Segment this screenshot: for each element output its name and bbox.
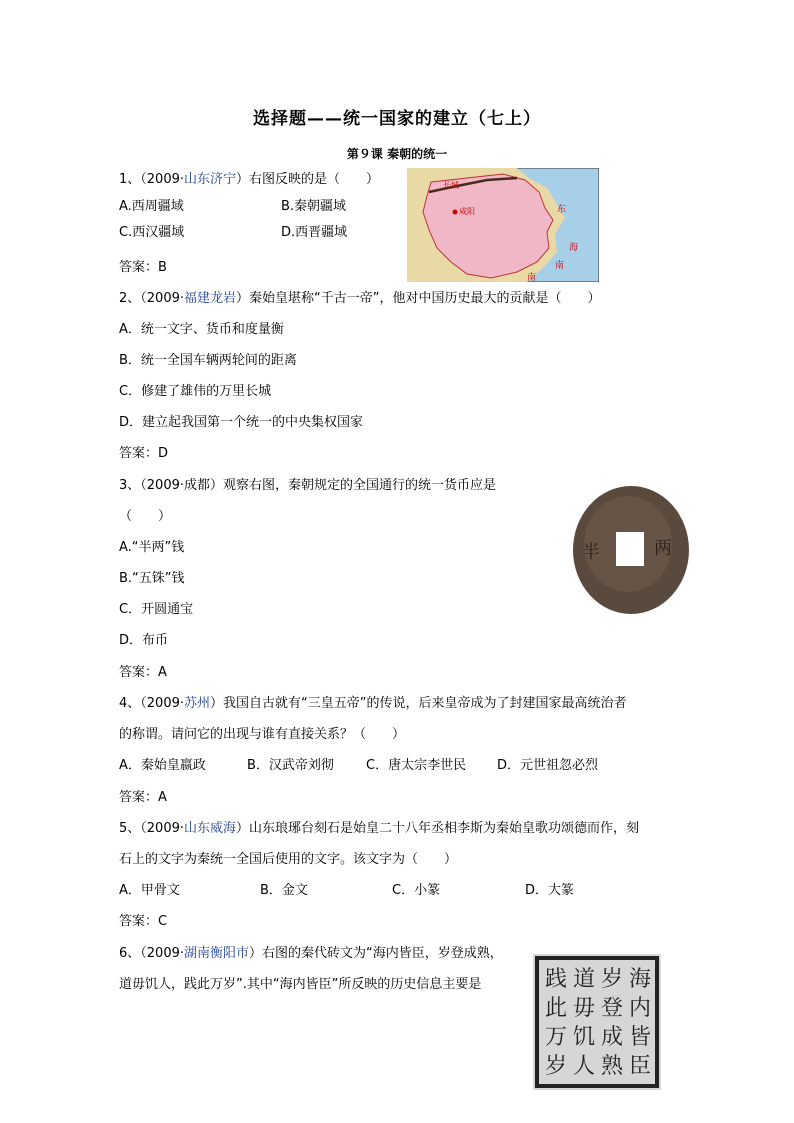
q1-option-d[interactable]: D.西晋疆域 xyxy=(281,225,348,240)
q4-answer: 答案：A xyxy=(119,790,167,805)
question-3-stem: 3、（2009·成都）观察右图，秦朝规定的全国通行的统一货币应是 xyxy=(119,478,497,493)
q4-option-d[interactable]: D．元世祖忽必烈 xyxy=(497,758,599,773)
map-label-east: 东 xyxy=(557,205,567,215)
lesson-title: 第９课 秦朝的统一 xyxy=(346,147,448,161)
brick-char: 内 xyxy=(629,996,652,1021)
question-2-stem: 2、（2009·福建龙岩）秦始皇堪称“千古一帝”，他对中国历史最大的贡献是（ ） xyxy=(119,291,601,306)
map-label-south: 南 xyxy=(555,261,565,271)
brick-char: 成 xyxy=(601,1025,624,1050)
brick-char: 臣 xyxy=(629,1054,652,1079)
brick-char: 饥 xyxy=(573,1025,596,1050)
brick-char: 万 xyxy=(545,1025,568,1050)
q4-option-c[interactable]: C．唐太宗李世民 xyxy=(366,758,467,773)
q2-answer: 答案：D xyxy=(119,446,169,461)
question-4-stem: 4、（2009·苏州）我国自古就有“三皇五帝”的传说，后来皇帝成为了封建国家最高统治者 xyxy=(119,696,627,711)
q1-option-b[interactable]: B.秦朝疆域 xyxy=(281,199,347,214)
q2-option-b[interactable]: B．统一全国车辆两轮间的距离 xyxy=(119,353,297,368)
q5-option-a[interactable]: A．甲骨文 xyxy=(119,883,180,898)
brick-char: 人 xyxy=(573,1054,596,1079)
brick-char: 岁 xyxy=(601,967,624,992)
brick-char: 此 xyxy=(545,996,568,1021)
qin-brick-inscription-image xyxy=(533,954,661,1090)
brick-char: 岁 xyxy=(545,1054,568,1079)
q5-option-d[interactable]: D．大篆 xyxy=(525,883,575,898)
q1-option-c[interactable]: C.西汉疆域 xyxy=(119,225,185,240)
map-label-great-wall: 长城 xyxy=(443,181,459,190)
question-3-stem-line2: （ ） xyxy=(119,509,172,524)
brick-char: 皆 xyxy=(629,1025,652,1050)
coin-char-ban: 半 xyxy=(582,542,600,563)
coin-char-liang: 两 xyxy=(654,538,672,559)
q2-option-a[interactable]: A．统一文字、货币和度量衡 xyxy=(119,322,284,337)
q2-option-d[interactable]: D．建立起我国第一个统一的中央集权国家 xyxy=(119,415,364,430)
question-6-stem-line2: 道毋饥人，践此万岁”.其中“海内皆臣”所反映的历史信息主要是 xyxy=(119,977,482,992)
brick-char: 海 xyxy=(629,967,652,992)
brick-char: 登 xyxy=(601,996,624,1021)
question-5-stem-line2: 石上的文字为秦统一全国后使用的文字。该文字为（ ） xyxy=(119,852,458,867)
q3-option-c[interactable]: C．开圆通宝 xyxy=(119,602,194,617)
map-label-south-2: 南 xyxy=(527,273,537,282)
map-label-sea: 海 xyxy=(569,243,579,253)
banliang-coin-image xyxy=(570,482,692,618)
question-5-stem: 5、（2009·山东威海）山东琅琊台刻石是始皇二十八年丞相李斯为秦始皇歌功颂德而作，刻 xyxy=(119,821,640,836)
q3-option-a[interactable]: A.“半两”钱 xyxy=(119,540,185,555)
q4-option-a[interactable]: A．秦始皇嬴政 xyxy=(119,758,206,773)
brick-char: 毋 xyxy=(573,996,596,1021)
page-title: 选择题——统一国家的建立（七上） xyxy=(253,109,541,129)
brick-char: 道 xyxy=(573,967,596,992)
qin-territory-map-image xyxy=(407,168,599,282)
q5-answer: 答案：C xyxy=(119,914,168,929)
map-label-xianyang: 咸阳 xyxy=(459,207,475,216)
question-6-stem: 6、（2009·湖南衡阳市）右图的秦代砖文为“海内皆臣，岁登成熟， xyxy=(119,946,503,961)
question-1-stem: 1、（2009·山东济宁）右图反映的是（ ） xyxy=(119,172,380,187)
q3-option-d[interactable]: D．布币 xyxy=(119,633,169,648)
q5-option-c[interactable]: C．小篆 xyxy=(392,883,441,898)
q3-option-b[interactable]: B.“五铢”钱 xyxy=(119,571,185,586)
question-4-stem-line2: 的称谓。请问它的出现与谁有直接关系？（ ） xyxy=(119,727,406,742)
brick-char: 熟 xyxy=(601,1054,624,1079)
q5-option-b[interactable]: B．金文 xyxy=(260,883,308,898)
q1-answer: 答案：B xyxy=(119,260,167,275)
brick-char: 践 xyxy=(545,967,568,992)
q2-option-c[interactable]: C．修建了雄伟的万里长城 xyxy=(119,384,272,399)
q3-answer: 答案：A xyxy=(119,665,167,680)
q4-option-b[interactable]: B．汉武帝刘彻 xyxy=(247,758,334,773)
q1-option-a[interactable]: A.西周疆域 xyxy=(119,199,184,214)
